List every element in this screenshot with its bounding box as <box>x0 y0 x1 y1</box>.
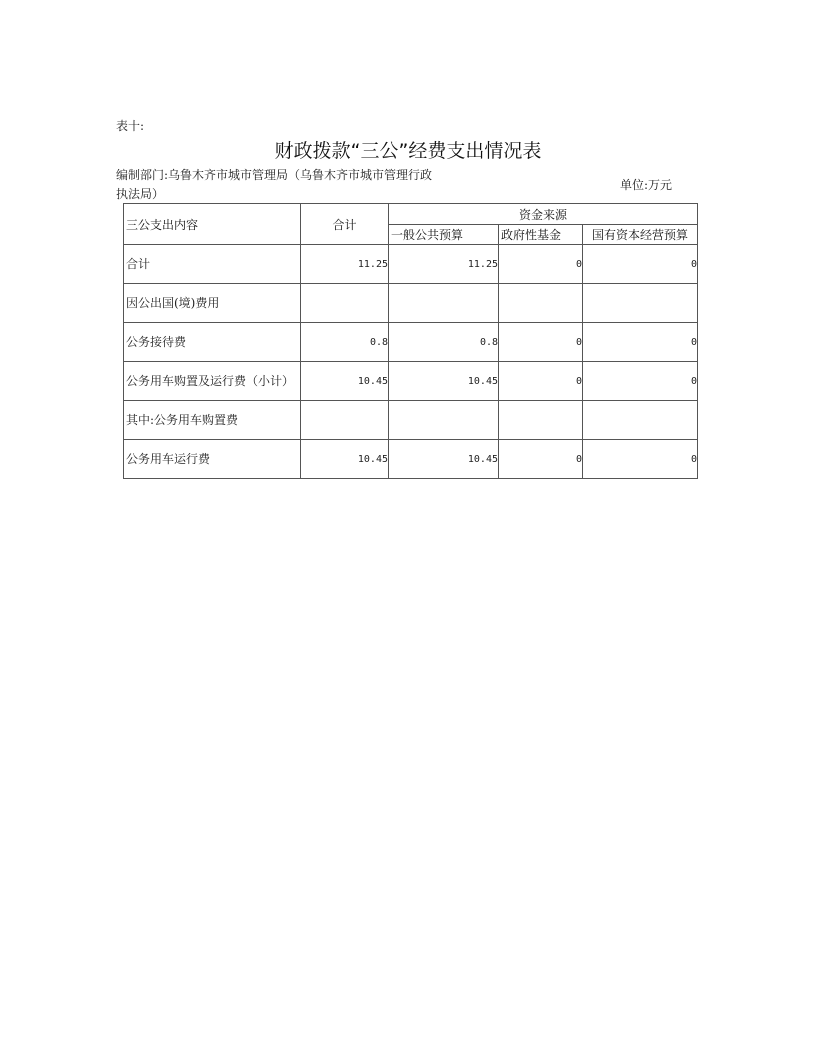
cell-gov-fund <box>499 284 583 323</box>
row-name: 公务用车购置及运行费（小计） <box>124 362 301 401</box>
cell-general: 0.8 <box>389 323 499 362</box>
page-title: 财政拨款“三公”经费支出情况表 <box>274 140 542 162</box>
table-row <box>124 401 698 440</box>
table-row <box>124 323 698 362</box>
table-row <box>124 245 698 284</box>
cell-total: 10.45 <box>301 440 389 479</box>
table-number-label: 表十: <box>116 119 145 133</box>
cell-gov-fund: 0 <box>499 245 583 284</box>
cell-general <box>389 401 499 440</box>
org-label: 编制部门:乌鲁木齐市城市管理局（乌鲁木齐市城市管理行政执法局） <box>116 168 433 201</box>
row-name: 合计 <box>124 245 301 284</box>
table-row <box>124 284 698 323</box>
cell-gov-fund: 0 <box>499 323 583 362</box>
cell-total: 10.45 <box>301 362 389 401</box>
table-row <box>124 440 698 479</box>
cell-state-capital <box>583 401 698 440</box>
row-name: 其中:公务用车购置费 <box>124 401 301 440</box>
cell-state-capital: 0 <box>583 440 698 479</box>
cell-general: 11.25 <box>389 245 499 284</box>
cell-state-capital: 0 <box>583 245 698 284</box>
cell-state-capital: 0 <box>583 323 698 362</box>
row-name: 公务接待费 <box>124 323 301 362</box>
cell-state-capital: 0 <box>583 362 698 401</box>
cell-gov-fund <box>499 401 583 440</box>
cell-general: 10.45 <box>389 362 499 401</box>
cell-general: 10.45 <box>389 440 499 479</box>
cell-general <box>389 284 499 323</box>
cell-total <box>301 401 389 440</box>
header-item: 三公支出内容 <box>124 204 301 245</box>
cell-total: 0.8 <box>301 323 389 362</box>
header-source-group: 资金来源 <box>389 204 698 225</box>
cell-total <box>301 284 389 323</box>
unit-label: 单位:万元 <box>620 178 673 192</box>
cell-state-capital <box>583 284 698 323</box>
expense-table <box>123 203 698 479</box>
header-row-1 <box>124 204 698 225</box>
table-row <box>124 362 698 401</box>
header-gov-fund: 政府性基金 <box>499 225 583 245</box>
header-state-capital: 国有资本经营预算 <box>583 225 698 245</box>
header-total: 合计 <box>301 204 389 245</box>
cell-gov-fund: 0 <box>499 440 583 479</box>
header-general-budget: 一般公共预算 <box>389 225 499 245</box>
row-name: 公务用车运行费 <box>124 440 301 479</box>
row-name: 因公出国(境)费用 <box>124 284 301 323</box>
cell-total: 11.25 <box>301 245 389 284</box>
cell-gov-fund: 0 <box>499 362 583 401</box>
